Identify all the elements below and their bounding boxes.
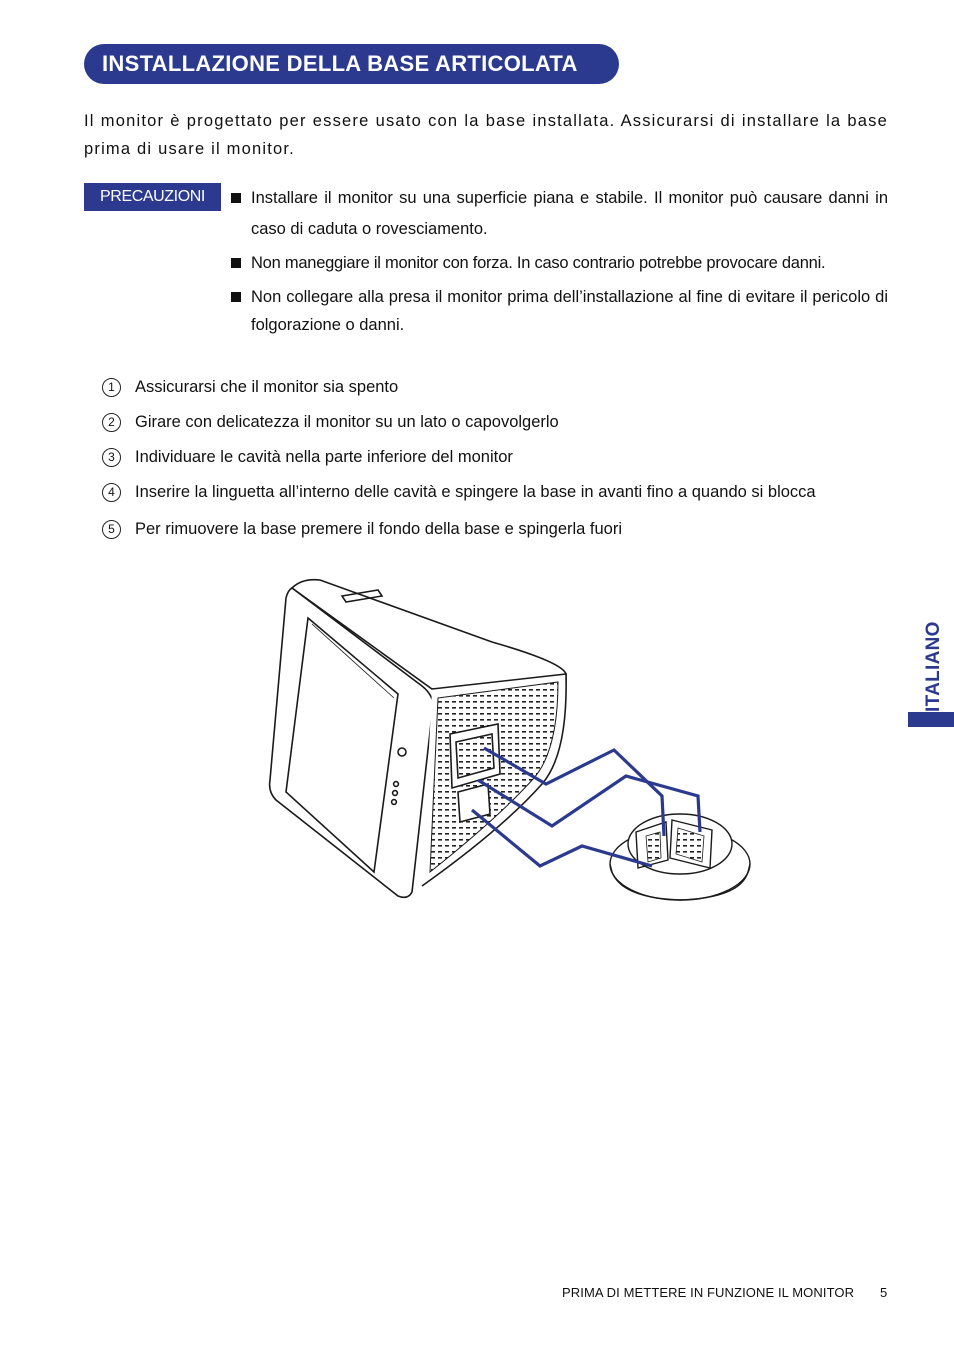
step-item	[102, 407, 892, 442]
precaution-text: Non collegare alla presa il monitor prima dell’installazione al fine di evitare il pericolo di folgorazione o danni.	[251, 288, 888, 334]
precaution-text: Non maneggiare il monitor con forza. In caso contrario potrebbe provocare danni.	[251, 254, 826, 272]
footer-section-title: PRIMA DI METTERE IN FUNZIONE IL MONITOR	[562, 1285, 855, 1300]
step-item	[102, 477, 892, 512]
step-text: Per rimuovere la base premere il fondo della base e spingerla fuori	[135, 520, 623, 538]
precaution-item	[229, 183, 888, 245]
step-text: Assicurarsi che il monitor sia spento	[135, 378, 399, 396]
step-item	[102, 442, 892, 477]
monitor-stand-illustration	[262, 574, 762, 904]
step-number: 2	[102, 413, 121, 432]
square-bullet-icon	[231, 193, 241, 203]
step-text: Individuare le cavità nella parte inferiore del monitor	[135, 448, 513, 466]
precautions-list	[229, 183, 888, 339]
precaution-item	[229, 283, 888, 339]
language-tab-label: ITALIANO	[923, 621, 944, 712]
stand-base-icon	[610, 814, 750, 900]
precaution-text: Installare il monitor su una superficie piana e stabile. Il monitor può causare danni in caso di caduta o rovesciamento.	[251, 189, 888, 238]
square-bullet-icon	[231, 258, 241, 268]
page-number: 5	[880, 1285, 888, 1300]
steps-list	[102, 372, 892, 549]
square-bullet-icon	[231, 292, 241, 302]
step-number: 4	[102, 483, 121, 502]
language-tab-marker	[908, 712, 954, 727]
step-text: Girare con delicatezza il monitor su un lato o capovolgerlo	[135, 413, 559, 431]
step-text: Inserire la linguetta all’interno delle cavità e spingere la base in avanti fino a quando si blocca	[135, 483, 816, 501]
step-item	[102, 372, 892, 407]
step-number: 1	[102, 378, 121, 397]
section-title: INSTALLAZIONE DELLA BASE ARTICOLATA	[84, 44, 619, 84]
precaution-item	[229, 249, 888, 277]
step-number: 5	[102, 520, 121, 539]
intro-paragraph: Il monitor è progettato per essere usato con la base installata. Assicurarsi di installare la base prima di usare il monitor.	[84, 112, 888, 158]
step-item	[102, 514, 892, 549]
step-number: 3	[102, 448, 121, 467]
precautions-label: PRECAUZIONI	[84, 183, 221, 211]
